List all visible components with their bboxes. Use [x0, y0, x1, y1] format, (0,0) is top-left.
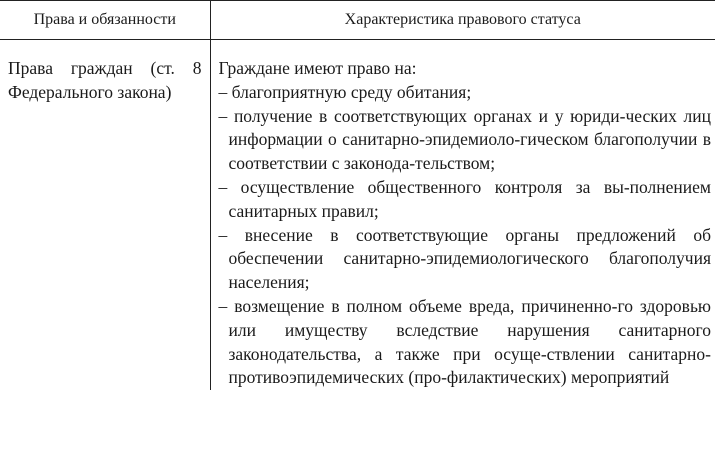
right-cell — [210, 40, 715, 391]
table-header-row — [0, 1, 715, 40]
list-item: – благоприятную среду обитания; — [218, 81, 472, 102]
table-row — [0, 40, 715, 391]
list-item: – получение в соответствующих органах и у юриди-ческих лиц информации о санитарно-эпидемиоло-гическом благополучии в соответствии с законода-тельством; — [218, 105, 711, 174]
list-item: – возмещение в полном объеме вреда, причиненно-го здоровью или имуществу вследствие нарушения санитарного законодательства, а также при осуще-ствлении санитарно-противоэпидемических (про-филактических) мероприятий — [218, 295, 711, 388]
left-cell — [0, 40, 210, 391]
rights-intro: Граждане имеют право на: — [218, 58, 417, 78]
list-item: – осуществление общественного контроля за вы-полнением санитарных правил; — [218, 176, 711, 221]
header-legal-status: Характеристика правового статуса — [210, 1, 715, 40]
list-item: – внесение в соответствующие органы предложений об обеспечении санитарно-эпидемиологического благополучия населения; — [218, 224, 711, 293]
row-label: Права граждан (ст. 8 Федерального закона) — [8, 58, 202, 102]
header-rights-and-duties: Права и обязанности — [0, 1, 210, 40]
